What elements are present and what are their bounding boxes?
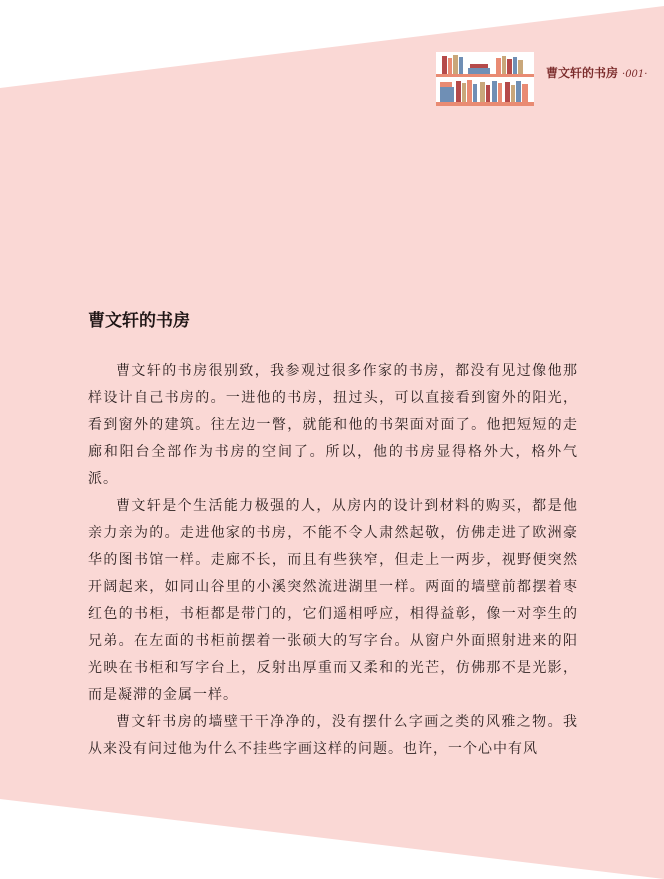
bookshelf-icon: [436, 52, 534, 106]
running-title-text: 曹文轩的书房: [546, 66, 619, 80]
page-number: ·001·: [622, 69, 648, 80]
chapter-title: 曹文轩的书房: [88, 311, 190, 331]
paragraph: 曹文轩是个生活能力极强的人，从房内的设计到材料的购买，都是他亲力亲为的。走进他家的书房，不能不令人肃然起敬，仿佛走进了欧洲豪华的图书馆一样。走廊不长，而且有些狭窄，但走上一两步，视野便突然开阔起来，如同山谷里的小溪突然流进湖里一样。两面的墙壁前都摆着枣红色的书柜，书柜都是带门的，它们遥相呼应，相得益彰，像一对孪生的兄弟。在左面的书柜前摆着一张硕大的写字台。从窗户外面照射进来的阳光映在书柜和写字台上，反射出厚重而又柔和的光芒，仿佛那不是光影，而是凝滞的金属一样。: [88, 498, 578, 703]
body-text: [88, 358, 578, 763]
paragraph: 曹文轩书房的墙壁干干净净的，没有摆什么字画之类的风雅之物。我从来没有问过他为什么不挂些字画这样的问题。也许，一个心中有风: [88, 714, 578, 757]
page-header: [424, 52, 664, 108]
paragraph: 曹文轩的书房很别致，我参观过很多作家的书房，都没有见过像他那样设计自己书房的。一进他的书房，扭过头，可以直接看到窗外的阳光，看到窗外的建筑。往左边一瞥，就能和他的书架面对面了。他把短短的走廊和阳台全部作为书房的空间了。所以，他的书房显得格外大，格外气派。: [88, 363, 578, 487]
running-title: [546, 64, 647, 81]
bottom-white-wedge: [0, 799, 664, 879]
